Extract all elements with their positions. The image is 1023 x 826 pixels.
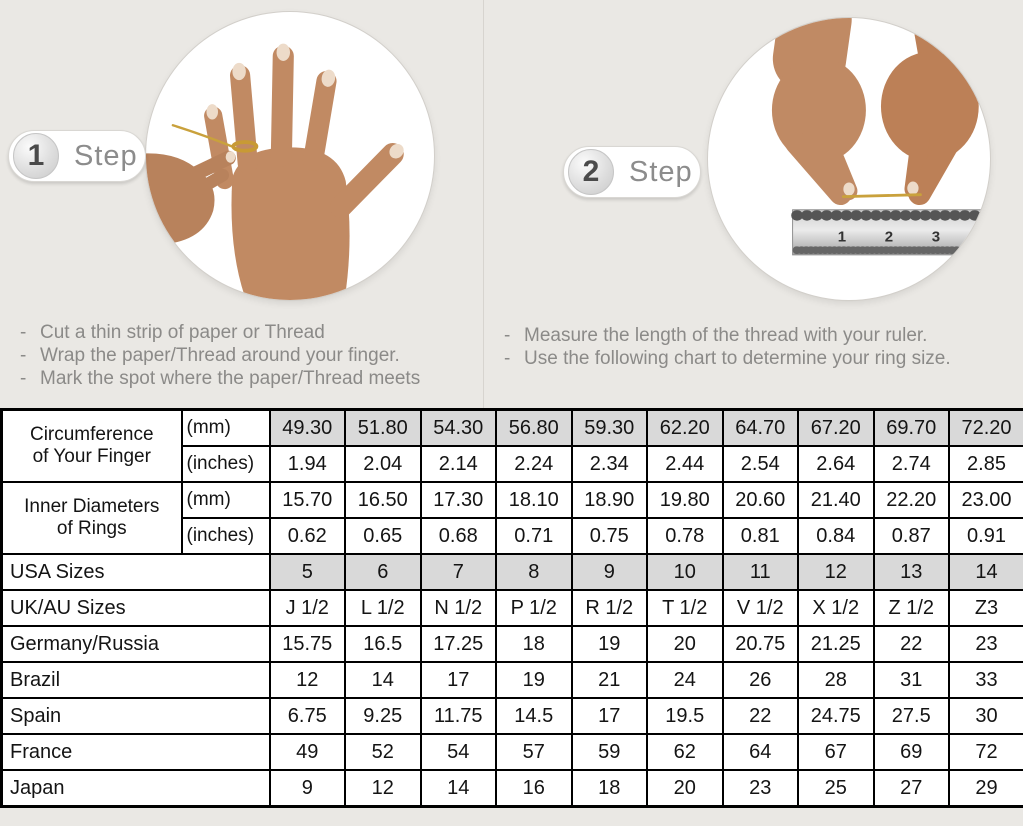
table-cell: 18.10 [496,482,572,518]
instruction-text: Cut a thin strip of paper or Thread [40,322,325,343]
table-cell: 9 [572,554,648,590]
table-cell: 67 [798,734,874,770]
step1-label: Step [74,139,138,172]
table-cell: 27 [874,770,950,807]
row-label: Japan [2,770,270,807]
table-cell: 12 [798,554,874,590]
table-cell: 0.81 [723,518,799,554]
table-cell: 2.74 [874,446,950,482]
table-cell: 20.75 [723,626,799,662]
table-cell: 69.70 [874,410,950,447]
table-row [2,590,1023,626]
table-cell: Z 1/2 [874,590,950,626]
table-cell: 17 [572,698,648,734]
table-cell: X 1/2 [798,590,874,626]
table-cell: 24.75 [798,698,874,734]
table-cell: 5 [270,554,346,590]
step1-instructions [20,321,420,390]
row-label: France [2,734,270,770]
table-cell: 20.60 [723,482,799,518]
row-label: Brazil [2,662,270,698]
unit-label: (mm) [182,410,270,447]
table-cell: 52 [345,734,421,770]
table-cell: 15.75 [270,626,346,662]
table-cell: 16.50 [345,482,421,518]
table-cell: 14 [421,770,497,807]
table-cell: 0.75 [572,518,648,554]
table-cell: 2.54 [723,446,799,482]
table-cell: 0.84 [798,518,874,554]
step1-hand-photo [146,12,434,300]
step1-badge [8,130,146,182]
table-cell: 59.30 [572,410,648,447]
row-label: Germany/Russia [2,626,270,662]
table-cell: 17.25 [421,626,497,662]
table-cell: 69 [874,734,950,770]
table-cell: 8 [496,554,572,590]
table-cell: 15.70 [270,482,346,518]
step2-ruler-photo [708,18,990,300]
table-cell: 16 [496,770,572,807]
table-cell: J 1/2 [270,590,346,626]
table-cell: V 1/2 [723,590,799,626]
table-cell: 0.91 [949,518,1023,554]
table-cell: 0.65 [345,518,421,554]
table-cell: Z3 [949,590,1023,626]
row-label: USA Sizes [2,554,270,590]
table-cell: 19 [496,662,572,698]
bullet-dash: - [20,368,27,389]
table-cell: 54.30 [421,410,497,447]
table-cell: 11.75 [421,698,497,734]
table-cell: 20 [647,770,723,807]
table-cell: 17.30 [421,482,497,518]
table-cell: 13 [874,554,950,590]
table-row [2,770,1023,807]
bullet-dash: - [504,348,511,369]
step2-instructions [504,324,951,370]
unit-label: (mm) [182,482,270,518]
measuring-thread-illustration [708,18,990,300]
bullet-dash: - [20,322,27,343]
table-cell: 18.90 [572,482,648,518]
table-cell: 2.85 [949,446,1023,482]
table-cell: 12 [270,662,346,698]
table-cell: 6.75 [270,698,346,734]
table-cell: 62.20 [647,410,723,447]
ruler-number-2: 2 [884,228,894,246]
row-group-label: Inner Diameters of Rings [2,482,182,554]
instruction-text: Measure the length of the thread with your ruler. [524,325,928,346]
table-cell: 72 [949,734,1023,770]
table-cell: 10 [647,554,723,590]
table-cell: 7 [421,554,497,590]
table-cell: 64.70 [723,410,799,447]
table-cell: 26 [723,662,799,698]
row-label: Spain [2,698,270,734]
table-cell: 29 [949,770,1023,807]
table-cell: 1.94 [270,446,346,482]
table-cell: 49 [270,734,346,770]
instruction-text: Wrap the paper/Thread around your finger. [40,345,400,366]
step2-label: Step [629,155,693,188]
table-cell: 27.5 [874,698,950,734]
instruction-line [20,321,420,344]
unit-label: (inches) [182,446,270,482]
table-row [2,662,1023,698]
table-cell: 9 [270,770,346,807]
instruction-text: Mark the spot where the paper/Thread meets [40,368,421,389]
row-group-label: Circumference of Your Finger [2,410,182,483]
table-cell: 2.04 [345,446,421,482]
table-cell: 22.20 [874,482,950,518]
table-row [2,698,1023,734]
unit-label: (inches) [182,518,270,554]
table-cell: 14 [345,662,421,698]
table-cell: 28 [798,662,874,698]
table-cell: 16.5 [345,626,421,662]
table-cell: 2.34 [572,446,648,482]
table-cell: 67.20 [798,410,874,447]
table-cell: T 1/2 [647,590,723,626]
bullet-dash: - [20,345,27,366]
table-row [2,626,1023,662]
hand-with-thread-illustration [146,12,434,300]
step2-number-circle: 2 [568,149,614,195]
instruction-line [20,344,420,367]
table-cell: L 1/2 [345,590,421,626]
ruler-number-3: 3 [931,228,941,246]
table-cell: 57 [496,734,572,770]
table-cell: 64 [723,734,799,770]
table-row [2,482,1023,518]
size-table [0,408,1023,808]
table-cell: 21 [572,662,648,698]
table-cell: 56.80 [496,410,572,447]
table-cell: 31 [874,662,950,698]
step2-badge [563,146,701,198]
table-cell: 51.80 [345,410,421,447]
table-cell: 22 [874,626,950,662]
table-cell: 2.44 [647,446,723,482]
table-cell: 17 [421,662,497,698]
table-cell: 2.24 [496,446,572,482]
ruler-number-1: 1 [837,228,847,246]
thread-line [843,195,920,197]
instruction-line [504,347,951,370]
table-cell: 6 [345,554,421,590]
table-cell: 19.80 [647,482,723,518]
table-cell: 49.30 [270,410,346,447]
table-cell: 33 [949,662,1023,698]
table-cell: 22 [723,698,799,734]
table-cell: 14.5 [496,698,572,734]
table-cell: 0.87 [874,518,950,554]
table-cell: 25 [798,770,874,807]
table-cell: 20 [647,626,723,662]
instruction-line [20,367,420,390]
table-cell: 18 [496,626,572,662]
table-cell: 2.64 [798,446,874,482]
table-cell: 2.14 [421,446,497,482]
panel-divider [483,0,484,408]
table-cell: P 1/2 [496,590,572,626]
table-cell: 9.25 [345,698,421,734]
table-row [2,554,1023,590]
table-row [2,410,1023,447]
table-cell: 12 [345,770,421,807]
table-cell: 23.00 [949,482,1023,518]
table-cell: R 1/2 [572,590,648,626]
table-cell: 23 [949,626,1023,662]
table-cell: 21.40 [798,482,874,518]
table-row [2,734,1023,770]
table-cell: 24 [647,662,723,698]
table-cell: 14 [949,554,1023,590]
table-cell: 0.71 [496,518,572,554]
table-cell: 59 [572,734,648,770]
step1-number-circle: 1 [13,133,59,179]
table-cell: 72.20 [949,410,1023,447]
table-cell: 21.25 [798,626,874,662]
ruler [793,210,990,255]
table-cell: 18 [572,770,648,807]
table-cell: 30 [949,698,1023,734]
bullet-dash: - [504,325,511,346]
size-table-body [2,410,1023,807]
table-cell: 23 [723,770,799,807]
table-cell: N 1/2 [421,590,497,626]
table-cell: 0.78 [647,518,723,554]
table-cell: 19.5 [647,698,723,734]
instruction-text: Use the following chart to determine your ring size. [524,348,951,369]
table-cell: 11 [723,554,799,590]
table-cell: 62 [647,734,723,770]
table-cell: 19 [572,626,648,662]
instruction-line [504,324,951,347]
row-label: UK/AU Sizes [2,590,270,626]
table-cell: 0.68 [421,518,497,554]
table-cell: 54 [421,734,497,770]
table-cell: 0.62 [270,518,346,554]
